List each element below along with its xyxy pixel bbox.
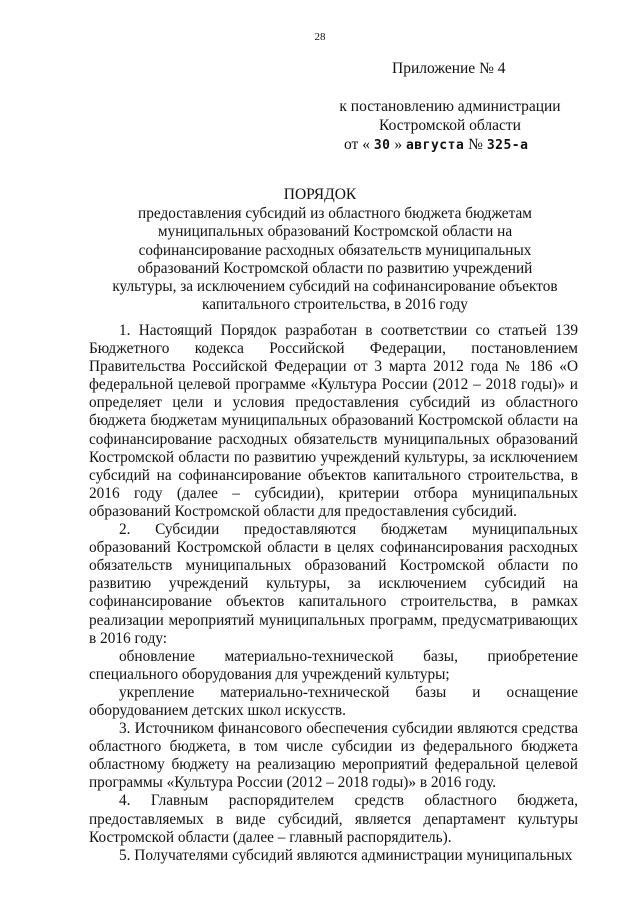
page-number: 28 — [314, 31, 326, 43]
date-month: августа — [405, 138, 465, 153]
paragraph-3: 3. Источником финансового обеспечения субсидии являются средства областного бюджета, в том числе субсидии из федерального бюджета областному бюджету на реализацию мероприятий федеральной целевой программы «Культура России (2012 – 2018 годы)» в 2016 году. — [89, 720, 578, 792]
paragraph-2-item-b: укрепление материально-технической базы и оснащение оборудованием детских школ искусств. — [89, 683, 578, 719]
date-prefix: от « — [344, 136, 370, 153]
resolution-date-line — [344, 136, 528, 154]
document-title: ПОРЯДОК — [283, 186, 357, 203]
paragraph-5: 5. Получателями субсидий являются администрации муниципальных — [119, 846, 573, 864]
document-subtitle: предоставления субсидий из областного бюджета бюджетам муниципальных образований Костромской области на софинансирование расходных обязательств муниципальных образований Костромской области по развитию учреждений культуры, за исключением субсидий на софинансирование объектов капитального строительства, в 2016 году — [112, 205, 558, 314]
number-prefix: № — [468, 136, 483, 153]
paragraph-2-item-a: обновление материально-технической базы, приобретение специального оборудования для учреждений культуры; — [89, 647, 578, 683]
paragraph-1: 1. Настоящий Порядок разработан в соответствии со статьей 139 Бюджетного кодекса Российской Федерации, постановлением Правительства Российской Федерации от 3 марта 2012 года № 186 «О федеральной целевой программе «Культура России (2012 – 2018 годы)» и определяет цели и условия предоставления субсидий из областного бюджета бюджетам муниципальных образований Костромской области на софинансирование расходных обязательств муниципальных образований Костромской области по развитию учреждений культуры, за исключением субсидий на софинансирование объектов капитального строительства, в 2016 году (далее – субсидии), критерии отбора муниципальных образований Костромской области для предоставления субсидий. — [89, 322, 578, 520]
resolution-number: 325-а — [486, 138, 529, 153]
date-day: 30 — [373, 138, 391, 153]
paragraph-4: 4. Главным распорядителем средств областного бюджета, предоставляемых в виде субсидий, является департамент культуры Костромской области (далее – главный распорядитель). — [89, 792, 578, 846]
appendix-label: Приложение № 4 — [392, 60, 506, 77]
paragraph-2: 2. Субсидии предоставляются бюджетам муниципальных образований Костромской области в целях софинансирования расходных обязательств муниципальных образований Костромской области по развитию учреждений культуры, за исключением субсидий на софинансирование объектов капитального строительства, в рамках реализации мероприятий муниципальных программ, предусматривающих в 2016 году: — [89, 521, 578, 647]
document-body — [89, 322, 578, 865]
date-mid: » — [394, 136, 403, 153]
resolution-reference: к постановлению администрации Костромской области — [339, 98, 561, 134]
